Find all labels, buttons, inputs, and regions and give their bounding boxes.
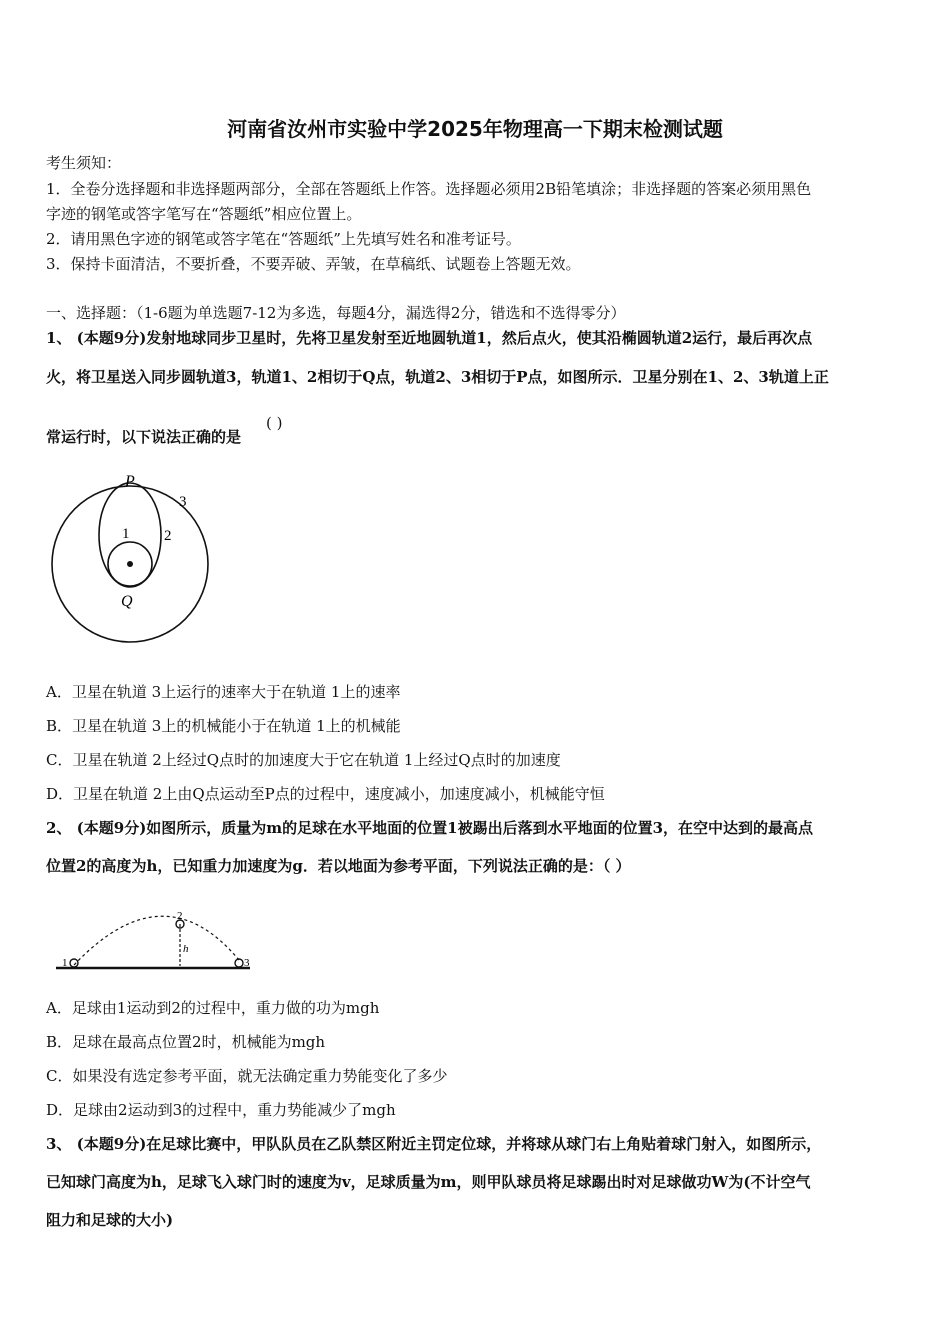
point-p-label: P [125,473,135,490]
notice-item: 3．保持卡面清洁，不要折叠，不要弄破、弄皱，在草稿纸、试题卷上答题无效。 [46,255,581,273]
orbit-1-label: 1 [122,526,130,542]
orbit-figure [46,468,216,644]
option-c: C．卫星在轨道 2上经过Q点时的加速度大于它在轨道 1上经过Q点时的加速度 [46,751,561,769]
question-2-stem: 2、 (本题9分)如图所示，质量为m的足球在水平地面的位置1被踢出后落到水平地面的位置3，在空中达到的最高点 [46,819,814,837]
option-d: D．卫星在轨道 2上由Q点运动至P点的过程中，速度减小，加速度减小，机械能守恒 [46,785,605,803]
position-3-label: 3 [244,957,250,969]
notice-item: 2．请用黑色字迹的钢笔或答字笔在“答题纸”上先填写姓名和准考证号。 [46,230,521,248]
height-label: h [183,943,189,955]
option-b: B．足球在最高点位置2时，机械能为mgh [46,1033,326,1051]
page-title: 河南省汝州市实验中学2025年物理高一下期末检测试题 [227,117,723,141]
football-figure [54,910,254,974]
answer-paren: ( ) [266,414,283,432]
option-c: C．如果没有选定参考平面，就无法确定重力势能变化了多少 [46,1067,448,1085]
trajectory-path [74,916,239,965]
question-3-stem: 阻力和足球的大小) [46,1211,174,1229]
orbit-3-label: 3 [179,494,187,510]
football-trajectory-diagram [54,910,254,974]
position-1-label: 1 [62,957,68,969]
option-a: A．卫星在轨道 3上运行的速率大于在轨道 1上的速率 [46,683,401,701]
question-1-stem: 常运行时，以下说法正确的是 [46,428,242,446]
ball-position-1 [70,959,78,967]
option-b: B．卫星在轨道 3上的机械能小于在轨道 1上的机械能 [46,717,401,735]
point-q-label: Q [121,593,133,610]
notice-item: 1．全卷分选择题和非选择题两部分，全部在答题纸上作答。选择题必须用2B铅笔填涂；非选择题的答案必须用黑色 [46,180,812,198]
question-3-stem: 3、 (本题9分)在足球比赛中，甲队队员在乙队禁区附近主罚定位球，并将球从球门右上角贴着球门射入，如图所示， [46,1135,822,1153]
notice-heading: 考生须知： [46,154,122,172]
question-3-stem: 已知球门高度为h，足球飞入球门时的速度为v，足球质量为m，则甲队球员将足球踢出时对足球做功W为(不计空气 [46,1173,811,1191]
ball-position-3 [235,959,243,967]
question-2-stem: 位置2的高度为h，已知重力加速度为g．若以地面为参考平面，下列说法正确的是：（ ） [46,857,631,875]
orbit-2-label: 2 [164,528,172,544]
option-d: D．足球由2运动到3的过程中，重力势能减少了mgh [46,1101,396,1119]
section-heading: 一、选择题：（1-6题为单选题7-12为多选，每题4分，漏选得2分，错选和不选得零分） [46,304,626,322]
question-1-stem: 1、 (本题9分)发射地球同步卫星时，先将卫星发射至近地圆轨道1，然后点火，使其沿椭圆轨道2运行，最后再次点 [46,329,813,347]
notice-item: 字迹的钢笔或答字笔写在“答题纸”相应位置上。 [46,205,362,223]
orbit-diagram [46,468,216,644]
position-2-label: 2 [177,910,183,922]
earth-dot [127,561,133,567]
option-a: A．足球由1运动到2的过程中，重力做的功为mgh [46,999,380,1017]
question-1-stem: 火，将卫星送入同步圆轨道3，轨道1、2相切于Q点，轨道2、3相切于P点，如图所示．卫星分别在1、2、3轨道上正 [46,368,829,386]
orbit-2-ellipse [99,483,161,587]
